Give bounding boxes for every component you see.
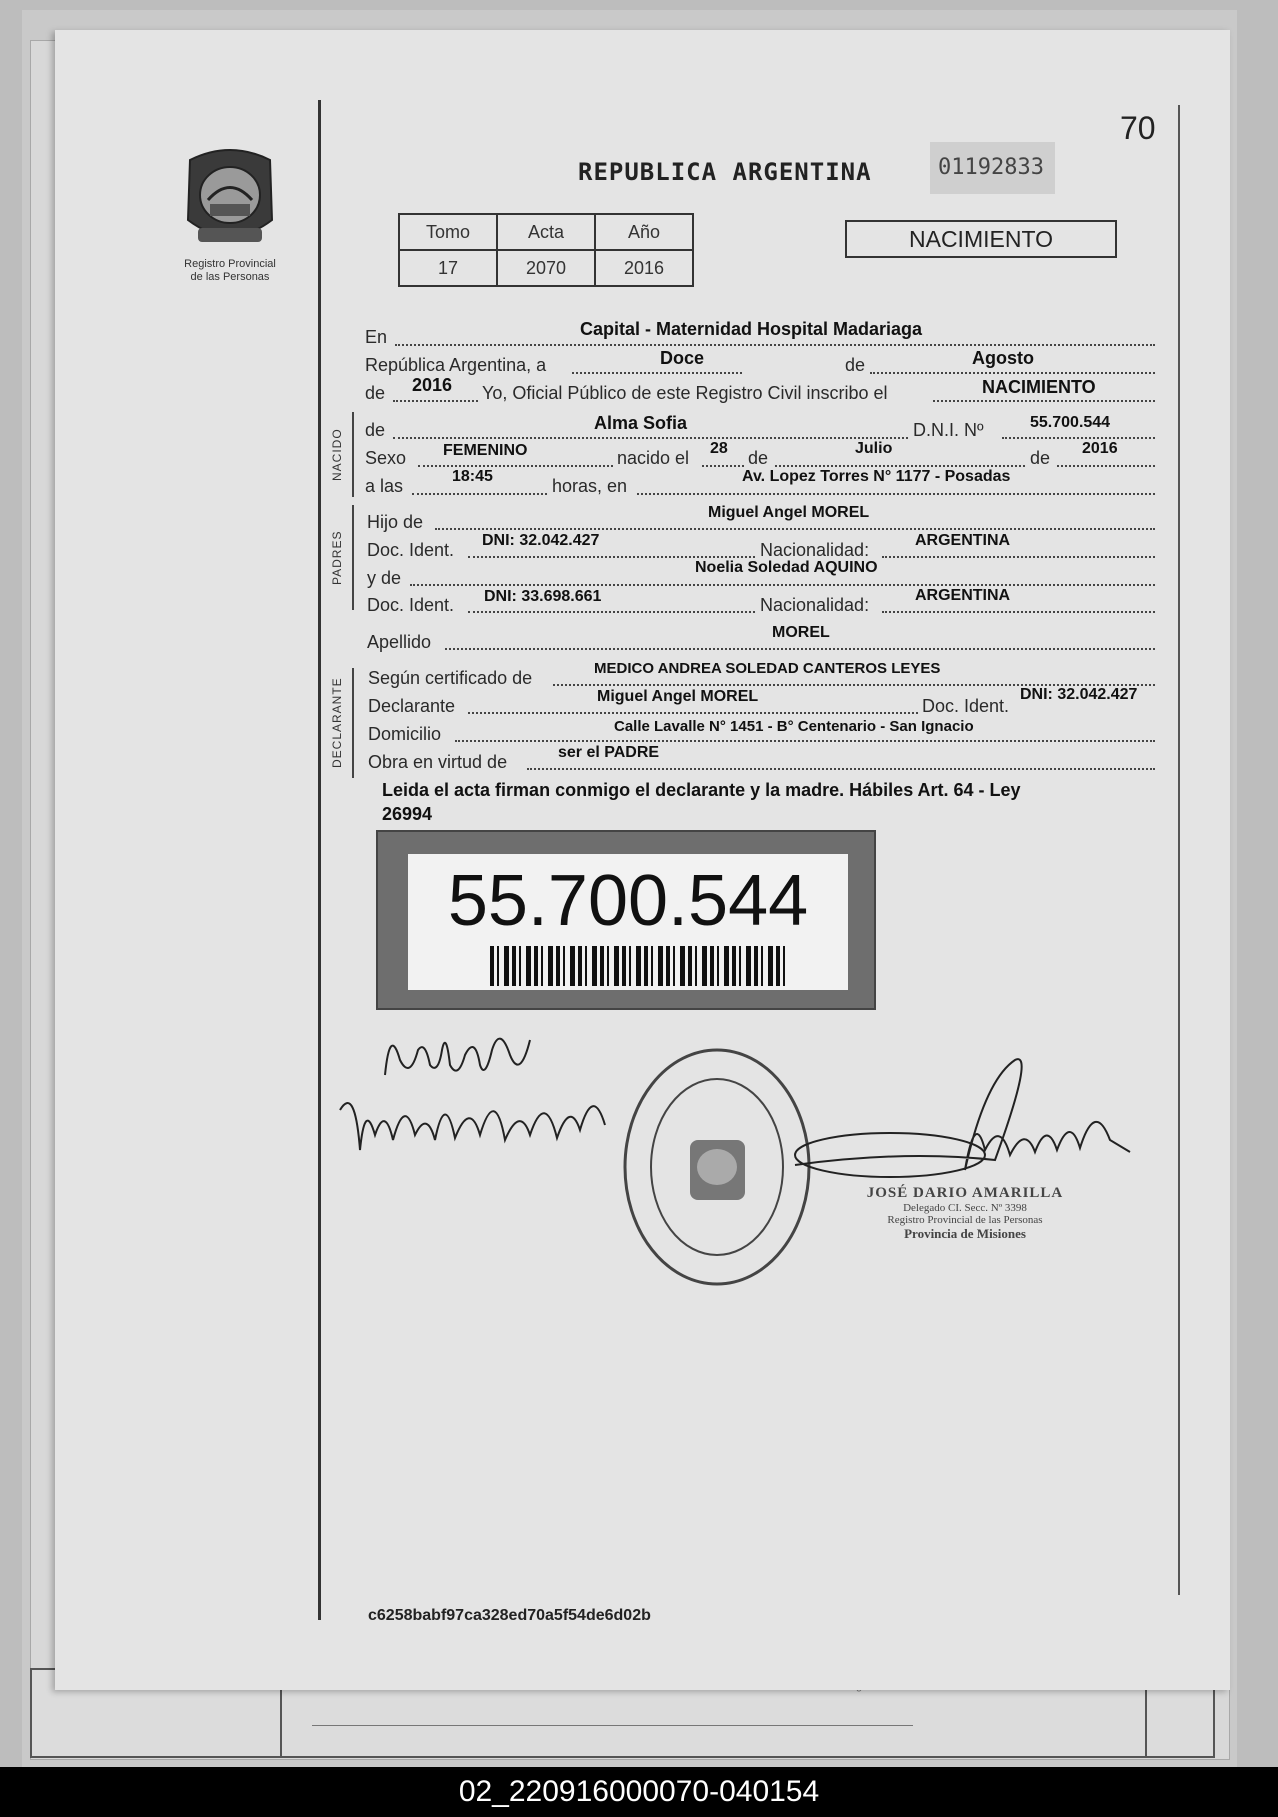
closing-line: 26994 xyxy=(382,804,433,824)
record-type-box: NACIMIENTO xyxy=(845,220,1117,258)
father-nationality: ARGENTINA xyxy=(915,532,1011,549)
section-label-declarante: DECLARANTE xyxy=(330,677,344,769)
child-sex: FEMENINO xyxy=(443,442,528,459)
label-doc-ident: Doc. Ident. xyxy=(367,595,455,615)
issuer-line: de las Personas xyxy=(190,271,270,283)
label-segun-certificado: Según certificado de xyxy=(368,668,533,688)
dotted-line xyxy=(468,712,918,714)
dotted-line xyxy=(775,465,1025,467)
dotted-line xyxy=(468,611,755,613)
label-doc-ident: Doc. Ident. xyxy=(922,696,1010,716)
label-nacionalidad: Nacionalidad: xyxy=(760,540,870,560)
declarant-name: Miguel Angel MOREL xyxy=(597,688,759,705)
dotted-line xyxy=(412,493,547,495)
dotted-line xyxy=(455,740,1155,742)
section-bar xyxy=(352,505,354,610)
barcode-icon xyxy=(490,946,790,986)
event-place: Capital - Maternidad Hospital Madariaga xyxy=(580,319,923,339)
label-doc-ident: Doc. Ident. xyxy=(367,540,455,560)
section-label-nacido: NACIDO xyxy=(330,428,344,481)
dotted-line xyxy=(702,465,744,467)
event-day: Doce xyxy=(660,348,705,368)
father-name: Miguel Angel MOREL xyxy=(708,504,870,521)
dotted-line xyxy=(435,528,1155,530)
serial-number: 01192833 xyxy=(930,142,1055,194)
mother-name: Noelia Soledad AQUINO xyxy=(695,559,878,576)
issuer-line: Registro Provincial xyxy=(184,258,276,270)
event-month: Agosto xyxy=(972,348,1034,368)
registry-table xyxy=(398,213,694,287)
dotted-line xyxy=(393,437,908,439)
section-label-padres: PADRES xyxy=(330,530,344,585)
closing-statement xyxy=(382,778,1134,826)
footer-code-bar: 02_220916000070-040154 xyxy=(0,1767,1278,1817)
label-inscribo: Yo, Oficial Público de este Registro Civil inscribo el xyxy=(482,383,888,403)
closing-line: Leida el acta firman conmigo el declarante y la madre. Hábiles Art. 64 - Ley xyxy=(382,780,1021,800)
margin-rule-right xyxy=(1178,105,1180,1595)
label-en: En xyxy=(365,327,388,347)
official-signature xyxy=(785,1040,1135,1200)
child-name: Alma Sofia xyxy=(594,413,688,433)
registry-header: Acta xyxy=(497,214,595,250)
mother-nationality: ARGENTINA xyxy=(915,587,1011,604)
dotted-line xyxy=(395,344,1155,346)
document-hash: c6258babf97ca328ed70a5f54de6d02b xyxy=(368,1607,651,1624)
birth-day: 28 xyxy=(710,440,728,457)
surname: MOREL xyxy=(772,624,830,641)
dotted-line xyxy=(468,556,755,558)
official-province: Provincia de Misiones xyxy=(904,1226,1026,1241)
registry-header: Tomo xyxy=(399,214,497,250)
sticker-number: 55.700.544 xyxy=(447,861,809,941)
father-doc: DNI: 32.042.427 xyxy=(482,532,600,549)
registry-value: 2016 xyxy=(595,250,693,286)
official-role: Delegado CI. Secc. Nº 3398 xyxy=(903,1202,1027,1214)
label-apellido: Apellido xyxy=(367,632,432,652)
dotted-line xyxy=(933,400,1155,402)
sticker-label xyxy=(408,854,848,990)
label-y-de: y de xyxy=(367,568,402,588)
mother-doc: DNI: 33.698.661 xyxy=(484,588,602,605)
dotted-line xyxy=(637,493,1155,495)
dotted-line xyxy=(870,372,1155,374)
id-sticker xyxy=(376,830,876,1010)
dotted-line xyxy=(527,768,1155,770)
dotted-line xyxy=(572,372,742,374)
declarant-doc: DNI: 32.042.427 xyxy=(1020,686,1138,703)
margin-rule-left xyxy=(318,100,321,1620)
label-dni: D.N.I. Nº xyxy=(913,420,984,440)
birth-place: Av. Lopez Torres N° 1177 - Posadas xyxy=(742,468,1011,485)
label-hijo-de: Hijo de xyxy=(367,512,424,532)
event-year: 2016 xyxy=(412,375,453,395)
label-domicilio: Domicilio xyxy=(368,724,442,744)
official-name: JOSÉ DARIO AMARILLA xyxy=(866,1185,1064,1201)
label-a-las: a las xyxy=(365,476,404,496)
provincial-crest-icon xyxy=(180,140,280,255)
registry-header-row xyxy=(399,214,693,250)
child-dni: 55.700.544 xyxy=(1030,414,1111,431)
label-nacionalidad: Nacionalidad: xyxy=(760,595,870,615)
label-de: de xyxy=(365,383,386,403)
page-number: 70 xyxy=(1120,110,1156,146)
label-de: de xyxy=(845,355,866,375)
registry-header: Año xyxy=(595,214,693,250)
declarant-capacity: ser el PADRE xyxy=(558,744,660,761)
issuer-caption xyxy=(160,258,300,284)
declarant-signature xyxy=(335,1080,610,1160)
birth-year: 2016 xyxy=(1082,440,1118,457)
label-declarante: Declarante xyxy=(368,696,456,716)
registry-value: 2070 xyxy=(497,250,595,286)
dotted-line xyxy=(882,556,1155,558)
dotted-line xyxy=(882,611,1155,613)
certificate-issuer: MEDICO ANDREA SOLEDAD CANTEROS LEYES xyxy=(594,660,941,677)
label-sexo: Sexo xyxy=(365,448,407,468)
dotted-line xyxy=(410,584,1155,586)
section-bar xyxy=(352,668,354,778)
label-republica: República Argentina, a xyxy=(365,355,547,375)
dotted-line xyxy=(418,465,613,467)
form-line xyxy=(312,1725,913,1726)
label-de: de xyxy=(365,420,386,440)
birth-month: Julio xyxy=(855,440,893,457)
dotted-line xyxy=(1002,437,1155,439)
official-stamp xyxy=(835,1185,1095,1242)
label-de: de xyxy=(748,448,769,468)
dotted-line xyxy=(393,400,478,402)
document-title: REPUBLICA ARGENTINA xyxy=(578,158,872,186)
declarant-address: Calle Lavalle N° 1451 - B° Centenario - San Ignacio xyxy=(614,718,974,735)
registry-value: 17 xyxy=(399,250,497,286)
label-horas-en: horas, en xyxy=(552,476,628,496)
official-office: Registro Provincial de las Personas xyxy=(887,1214,1043,1226)
birth-time: 18:45 xyxy=(452,468,493,485)
label-de: de xyxy=(1030,448,1051,468)
label-obra-en-virtud: Obra en virtud de xyxy=(368,752,508,772)
dotted-line xyxy=(1057,465,1155,467)
dotted-line xyxy=(445,648,1155,650)
section-bar xyxy=(352,412,354,497)
registry-value-row xyxy=(399,250,693,286)
event-kind: NACIMIENTO xyxy=(982,377,1096,397)
label-nacido-el: nacido el xyxy=(617,448,690,468)
